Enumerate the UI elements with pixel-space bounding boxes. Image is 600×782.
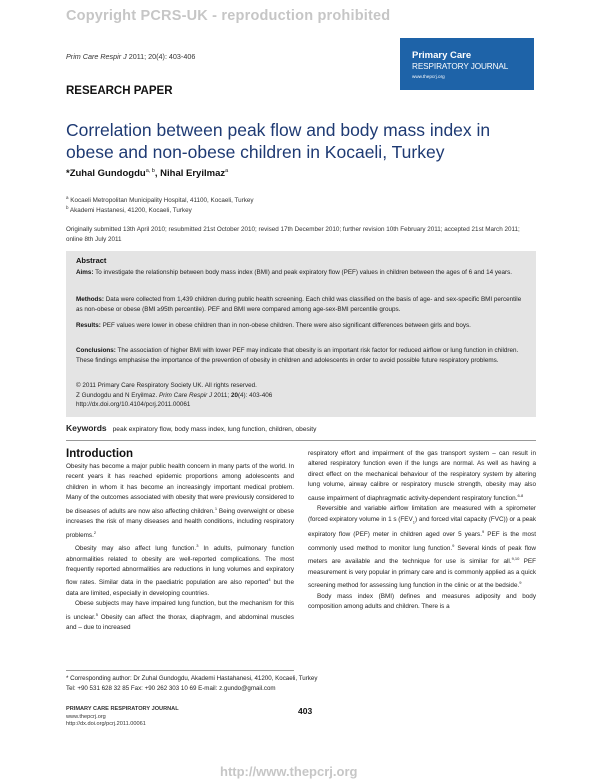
section-divider [66,440,536,441]
subscript: 1 [412,518,415,524]
affiliation-text: Kocaeli Metropolitan Municipality Hospital, 41100, Kocaeli, Turkey [68,197,254,205]
copyright-line: © 2011 Primary Care Respiratory Society UK. All rights reserved. [76,382,257,389]
reference-marker[interactable]: 3 [196,543,199,549]
correspondence-contact: Tel: +90 531 628 32 85 Fax: +90 262 303 10 69 E-mail: z.gundo@gmail.com [66,684,276,692]
conclusions-text: The association of higher BMI with lower PEF may indicate that obesity is an important risk factor for reduced airflow or lung function in children. These findings emphasise the importance of the prevention of obesity in children and adolescents in order to avoid possible future respiratory problems. [76,347,519,364]
author-list [66,168,228,179]
paragraph [66,541,294,599]
paper-title: Correlation between peak flow and body mass index in obese and non-obese children in Kocaeli, Turkey [66,120,491,162]
reference-marker[interactable]: 9,10 [511,556,520,562]
left-column [66,462,294,634]
affiliation-text: Akademi Hastanesi, 41200, Kocaeli, Turkey [68,207,192,215]
text-run: Obesity may also affect lung function. [75,545,197,553]
cite-journal: Prim Care Respir J [158,391,213,399]
paragraph [66,599,294,633]
cite-authors: Z Gundogdu and N Eryilmaz. [76,391,159,399]
abstract-conclusions [76,346,528,365]
reference-marker[interactable]: 9 [519,580,522,586]
text-run: Being overweight or obese increases the risk of many diseases and health conditions, including respiratory problems. [66,507,294,539]
reference-marker[interactable]: 2 [93,529,97,535]
journal-citation [66,52,195,61]
section-label: RESEARCH PAPER [66,85,173,97]
affiliation-marker: a [66,195,69,200]
footer-doi[interactable]: http://dx.doi.org/pcrj.2011.00061 [66,721,146,728]
keywords-line [66,423,316,433]
abstract-copyright [76,381,528,410]
abstract-heading: Abstract [76,256,107,265]
correspondence-address: * Corresponding author: Dr Zuhal Gundogdu, Akademi Hastahanesi, 41200, Kocaeli, Turkey [66,675,318,682]
text-run: ) and forced vital capacity (FVC)) or a peak expiratory flow (PEF) meter in children aged over 5 years. [308,515,536,539]
page-footer [66,706,179,729]
author-affil-marker: a [225,168,229,174]
text-run: Body mass index (BMI) defines and measures adiposity and body composition among adults and children. There is a [308,592,536,611]
text-run: PEF is the most commonly used method to monitor lung function. [308,531,536,552]
citation-journal: Prim Care Respir J [66,52,127,61]
affiliation [66,195,254,204]
reference-marker[interactable]: 9 [452,542,455,548]
conclusions-label: Conclusions: [76,347,116,354]
cite-year: 2011; [212,391,231,399]
logo-line1: Primary Care [412,50,472,61]
text-run: respiratory effort and impairment of the gas transport system – can result in altered respiratory function even if the lungs are normal. As well as having a direct effect on the mechanical behaviour of the respiratory system by altering lung volume, airway calibre or respiratory muscle strength, obesity may also cause impairment of diaphragmatic activity-dependent respiratory function. [308,450,536,502]
introduction-heading: Introduction [66,448,134,460]
right-column [308,449,536,613]
text-run: Obese subjects may have impaired lung function, but the mechanism for this is unclear. [66,600,294,621]
paragraph [308,449,536,504]
text-run: Obesity can affect the thorax, diaphragm, and abdominal muscles and – due to increased [66,613,295,632]
cite-pages: (4): 403-406 [237,391,273,399]
author-separator: , [154,168,161,180]
paragraph [308,592,536,613]
abstract-aims [76,268,528,278]
logo-url: www.thepcrj.org [412,74,445,79]
journal-logo [400,38,534,90]
text-run: PEF measurement is very popular in primary care and is commonly applied as a quick screening method for assessing lung function in the clinic or at the bedside. [308,558,537,590]
aims-label: Aims: [76,269,94,276]
reference-marker[interactable]: 6-8 [517,492,524,498]
paragraph [308,504,536,592]
results-label: Results: [76,322,101,329]
submission-history: Originally submitted 13th April 2010; resubmitted 21st October 2010; revised 17th December 2010; further revision 10th February 2011; accepted 21st March 2011; online 8th July 2011 [66,226,520,243]
affiliation-marker: b [66,205,69,210]
page-number: 403 [298,706,313,716]
keywords-label: Keywords [66,423,107,433]
methods-text: Data were collected from 1,439 children during public health screening. Each child was classified on the basis of age- and sex-specific BMI percentile as non-obese or obese (BMI ≥95th percentile). PEF and BMI were compared among age-sex-BMI percentile groups. [76,296,522,313]
paragraph [66,462,294,541]
results-text: PEF values were lower in obese children than in non-obese children. There were also significant differences between girls and boys. [100,322,471,329]
author-name: Nihal Eryilmaz [160,168,226,180]
citation-line [76,391,528,401]
abstract-results [76,321,528,331]
reference-marker[interactable]: 4 [268,577,271,583]
author-name: *Zuhal Gundogdu [66,168,146,180]
affiliation [66,205,192,214]
reference-marker[interactable]: 9 [481,529,485,535]
cite-volume: 20 [230,391,238,399]
citation-details: 2011; 20(4): 403-406 [126,52,196,61]
footer-site[interactable]: www.thepcrj.org [66,713,106,720]
text-run: Obesity has become a major public health concern in many parts of the world. In recent years it has reached epidemic proportions among adolescents and children in whom it has become an increasingly important medical problem. Many of the outcomes associated with obesity that were previously considered to be diseases of adults are now also affecting children. [66,463,294,515]
footer-journal: PRIMARY CARE RESPIRATORY JOURNAL [66,706,179,712]
methods-label: Methods: [76,296,104,303]
author-affil-marker: a, b [145,168,155,174]
abstract-methods [76,295,528,314]
url-watermark: http://www.thepcrj.org [220,764,358,779]
correspondence-note [66,674,536,694]
aims-text: To investigate the relationship between body mass index (BMI) and peak expiratory flow (PEF) values in children between the ages of 6 and 14 years. [93,269,513,276]
text-run: but the data are limited, especially in developing countries. [66,579,294,597]
text-run: In adults, pulmonary function abnormalities related to obesity are well-reported complications. The most frequently reported abnormalities are reductions in lung volumes and expiratory flow rates. Similar data in the paediatric population are also reported [66,545,294,587]
doi-link[interactable]: http://dx.doi.org/10.4104/pcrj.2011.00061 [76,401,191,409]
text-run: Several kinds of peak flow meters are available and the technique for use is similar for all. [308,544,536,566]
text-run: Reversible and variable airflow limitation are measured with a spirometer (forced expiratory volume in 1 s (FEV [308,505,536,523]
reference-marker[interactable]: 1 [214,505,218,511]
footnote-rule [66,670,294,671]
copyright-watermark: Copyright PCRS-UK - reproduction prohibited [66,8,391,24]
reference-marker[interactable]: 5 [95,611,98,617]
keywords-text: peak expiratory flow, body mass index, lung function, children, obesity [112,426,317,433]
logo-line2: RESPIRATORY JOURNAL [412,62,509,71]
